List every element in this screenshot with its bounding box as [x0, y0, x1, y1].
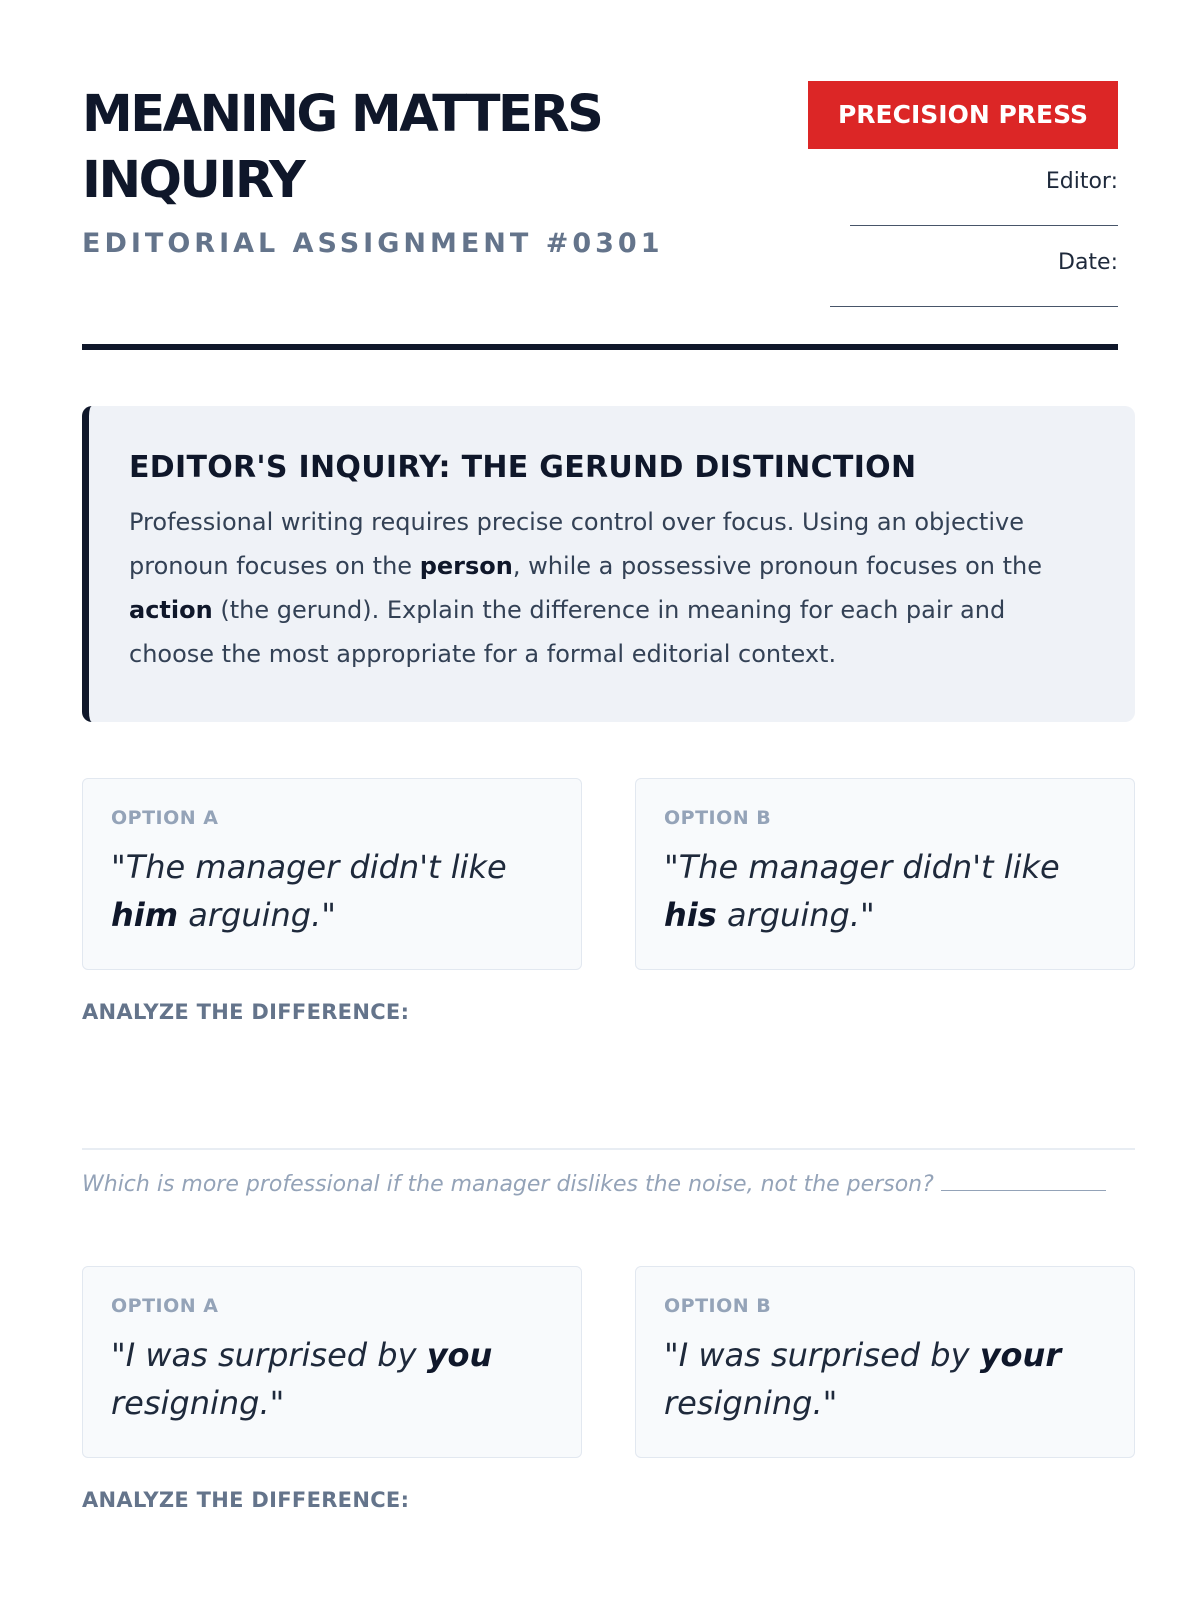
callout-text-3: (the gerund). Explain the difference in meaning for each pair and choose the most appropriate for a formal editorial context.: [129, 596, 1006, 668]
sentence-text: "The manager didn't like: [664, 848, 1060, 886]
sentence-pronoun: you: [426, 1336, 493, 1374]
option-a-card[interactable]: [82, 778, 582, 970]
option-pair-2: [82, 1266, 1135, 1458]
callout-text-1: Professional writing requires precise control over focus. Using an objective pronoun focuses on the: [129, 508, 1024, 580]
sentence-text: arguing.": [716, 896, 875, 934]
sentence-text: "I was surprised by: [111, 1336, 427, 1374]
editor-label: Editor:: [1045, 169, 1118, 194]
question-answer-blank[interactable]: [941, 1168, 1106, 1191]
sentence-text: "The manager didn't like: [111, 848, 507, 886]
option-a-label: OPTION A: [111, 1295, 219, 1317]
callout-title: EDITOR'S INQUIRY: THE GERUND DISTINCTION: [129, 450, 917, 485]
callout-bold-action: action: [129, 596, 213, 624]
analyze-label: ANALYZE THE DIFFERENCE:: [82, 1488, 410, 1512]
brand-badge: PRECISION PRESS: [808, 81, 1118, 149]
option-b-sentence: [664, 843, 1106, 939]
option-a-label: OPTION A: [111, 807, 219, 829]
analyze-label: ANALYZE THE DIFFERENCE:: [82, 1000, 410, 1024]
option-b-card[interactable]: [635, 778, 1135, 970]
answer-line[interactable]: [82, 1148, 1135, 1150]
header: [82, 0, 1118, 350]
sentence-pronoun: his: [664, 896, 717, 934]
option-pair-1: [82, 778, 1135, 970]
sentence-pronoun: him: [111, 896, 179, 934]
inquiry-callout: [82, 406, 1135, 722]
sentence-text: "I was surprised by: [664, 1336, 980, 1374]
sentence-text: arguing.": [178, 896, 336, 934]
page-title: [82, 82, 722, 214]
assignment-subtitle: EDITORIAL ASSIGNMENT #0301: [82, 228, 664, 259]
brand-block: [808, 81, 1118, 311]
option-b-label: OPTION B: [664, 1295, 772, 1317]
title-line-1: MEANING MATTERS: [82, 85, 602, 144]
date-label: Date:: [1058, 250, 1118, 275]
option-a-sentence: [111, 1331, 553, 1427]
option-b-label: OPTION B: [664, 807, 772, 829]
option-b-card[interactable]: [635, 1266, 1135, 1458]
editor-field[interactable]: [850, 205, 1118, 226]
sentence-text: resigning.": [664, 1384, 838, 1422]
title-line-2: INQUIRY: [82, 151, 304, 210]
callout-bold-person: person: [419, 552, 513, 580]
option-a-sentence: [111, 843, 553, 939]
option-a-card[interactable]: [82, 1266, 582, 1458]
header-divider: [82, 344, 1118, 350]
followup-question: [82, 1168, 1106, 1197]
question-text: Which is more professional if the manager dislikes the noise, not the person?: [82, 1172, 934, 1197]
sentence-pronoun: your: [979, 1336, 1062, 1374]
option-b-sentence: [664, 1331, 1106, 1427]
callout-body: [129, 500, 1095, 676]
callout-text-2: , while a possessive pronoun focuses on the: [512, 552, 1043, 580]
date-field[interactable]: [830, 286, 1118, 307]
sentence-text: resigning.": [111, 1384, 285, 1422]
